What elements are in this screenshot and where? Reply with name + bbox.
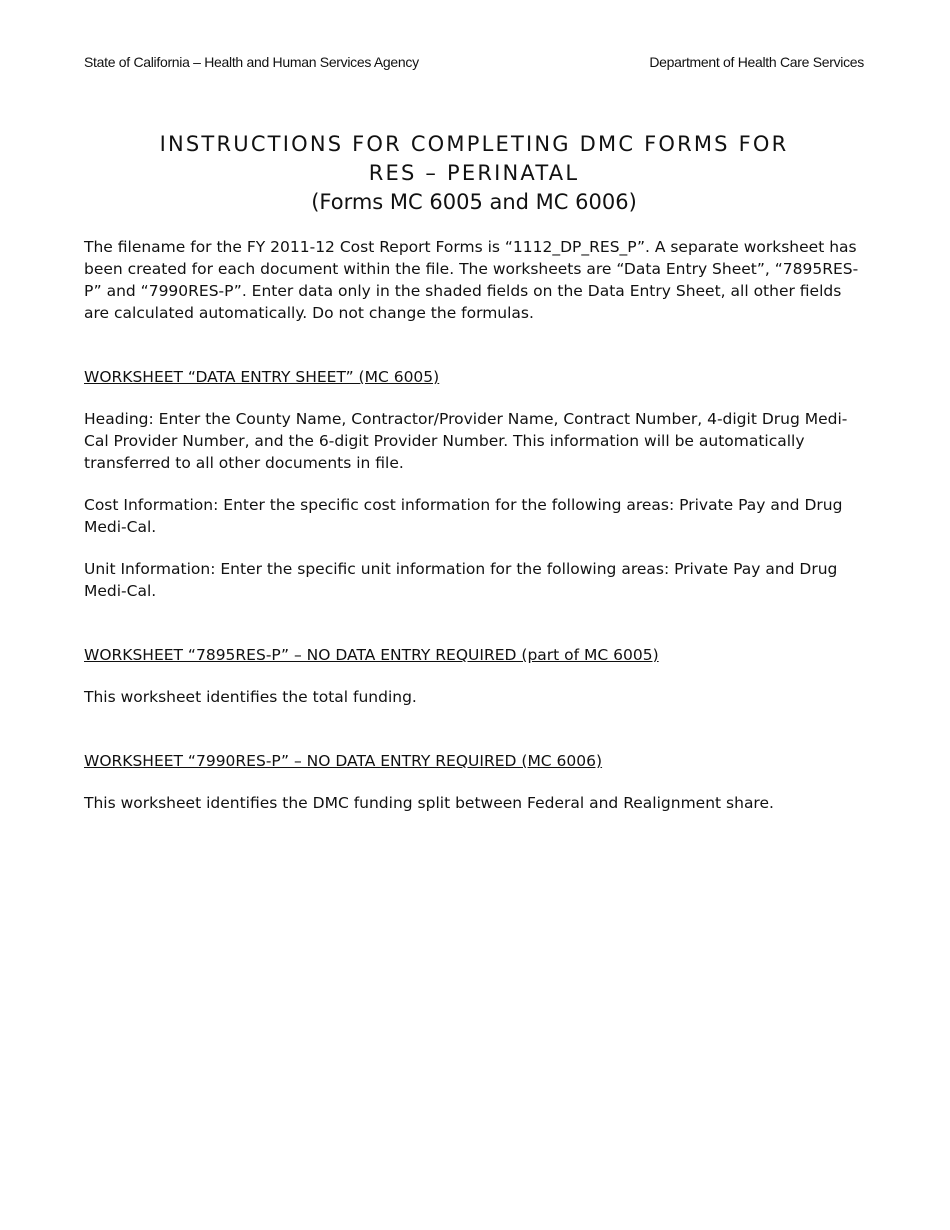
unit-text: Enter the specific unit information for the following areas: Private Pay and Drug Medi-Cal. (84, 560, 838, 600)
unit-label: Unit Information: (84, 560, 216, 578)
cost-instructions (84, 494, 866, 538)
section-heading-data-entry: WORKSHEET “DATA ENTRY SHEET” (MC 6005) (84, 368, 440, 386)
title-line-2: RES – PERINATAL (368, 161, 580, 185)
heading-instructions (84, 408, 866, 474)
intro-paragraph: The filename for the FY 2011-12 Cost Report Forms is “1112_DP_RES_P”. A separate worksheet has been created for each document within the file. The worksheets are “Data Entry Sheet”, “7895RES-P” and “7990RES-P”. Enter data only in the shaded fields on the Data Entry Sheet, all other fields are calculated automatically. Do not change the formulas. (84, 238, 859, 322)
page-header (84, 54, 864, 70)
ws7895-text: This worksheet identifies the total funding. (84, 688, 417, 706)
section-heading-7895: WORKSHEET “7895RES-P” – NO DATA ENTRY REQUIRED (part of MC 6005) (84, 646, 659, 664)
title-forms: (Forms MC 6005 and MC 6006) (311, 190, 637, 214)
header-agency: State of California – Health and Human Services Agency (84, 54, 419, 70)
heading-label: Heading: (84, 410, 154, 428)
section-heading-7990: WORKSHEET “7990RES-P” – NO DATA ENTRY REQUIRED (MC 6006) (84, 752, 603, 770)
document-title (84, 130, 864, 217)
cost-text: Enter the specific cost information for the following areas: Private Pay and Drug Medi-Cal. (84, 496, 843, 536)
title-line-1: INSTRUCTIONS FOR COMPLETING DMC FORMS FOR (159, 132, 789, 156)
cost-label: Cost Information: (84, 496, 219, 514)
ws7990-text: This worksheet identifies the DMC funding split between Federal and Realignment share. (84, 794, 774, 812)
document-body (84, 236, 866, 814)
header-department: Department of Health Care Services (649, 54, 864, 70)
unit-instructions (84, 558, 866, 602)
heading-text: Enter the County Name, Contractor/Provider Name, Contract Number, 4-digit Drug Medi-Cal Provider Number, and the 6-digit Provider Number. This information will be automatically transferred to all other documents in file. (84, 410, 848, 472)
